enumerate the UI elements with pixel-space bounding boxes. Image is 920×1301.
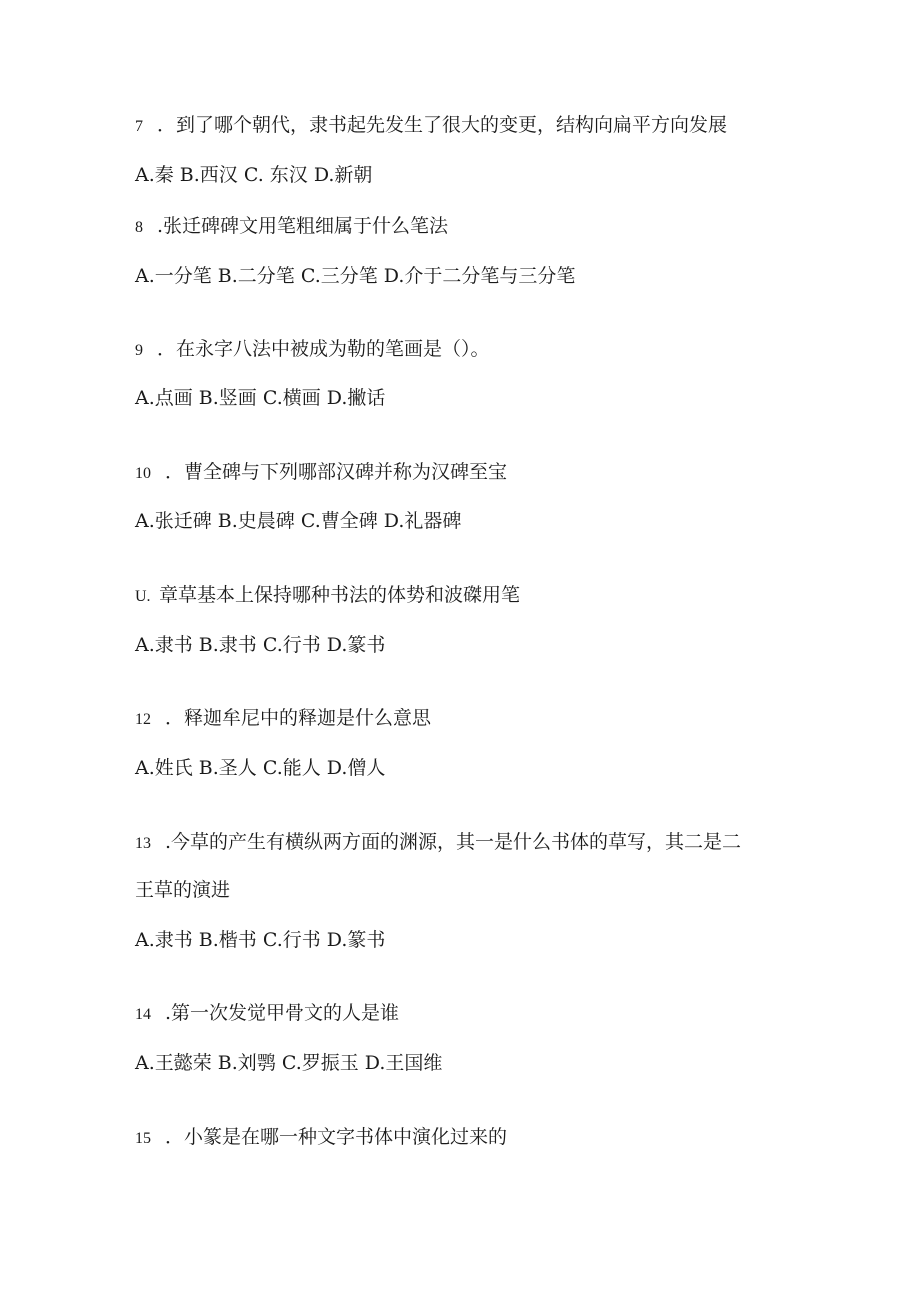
- question-text: ．释迦牟尼中的释迦是什么意思: [165, 707, 432, 729]
- question-text: .第一次发觉甲骨文的人是谁: [165, 1002, 400, 1024]
- question-11: [135, 582, 520, 610]
- question-text: .张迁碑碑文用笔粗细属于什么笔法: [157, 215, 449, 237]
- question-15: [135, 1124, 507, 1152]
- question-number: 13: [135, 835, 151, 852]
- question-12-options: A.姓氏 B.圣人 C.能人 D.僧人: [135, 757, 386, 779]
- question-number: 7: [135, 118, 143, 135]
- question-number: 15: [135, 1130, 151, 1147]
- question-text: ．到了哪个朝代，隶书起先发生了很大的变更，结构向扁平方向发展: [157, 114, 728, 136]
- question-12: [135, 705, 431, 733]
- question-text: .今草的产生有横纵两方面的渊源，其一是什么书体的草写，其二是二: [165, 831, 742, 853]
- question-number: U.: [135, 588, 151, 605]
- question-7: [135, 112, 727, 140]
- question-number: 8: [135, 219, 143, 236]
- question-14-options: A.王懿荣 B.刘鹗 C.罗振玉 D.王国维: [135, 1052, 443, 1074]
- question-14: [135, 1000, 399, 1028]
- question-text: ．曹全碑与下列哪部汉碑并称为汉碑至宝: [165, 461, 508, 483]
- question-10-options: A.张迁碑 B.史晨碑 C.曹全碑 D.礼器碑: [135, 510, 462, 532]
- question-number: 12: [135, 711, 151, 728]
- question-7-options: A.秦 B.西汉 C. 东汉 D.新朝: [135, 164, 373, 186]
- question-8-options: A.一分笔 B.二分笔 C.三分笔 D.介于二分笔与三分笔: [135, 265, 576, 287]
- question-number: 14: [135, 1006, 151, 1023]
- question-13-options: A.隶书 B.楷书 C.行书 D.篆书: [135, 929, 386, 951]
- question-text: 章草基本上保持哪种书法的体势和波磔用笔: [159, 584, 521, 606]
- question-13: [135, 829, 741, 857]
- question-9-options: A.点画 B.竖画 C.横画 D.撇话: [135, 387, 386, 409]
- question-10: [135, 459, 507, 487]
- question-text: ．在永字八法中被成为勒的笔画是（）。: [157, 338, 490, 360]
- question-text: ．小篆是在哪一种文字书体中演化过来的: [165, 1126, 508, 1148]
- question-number: 10: [135, 465, 151, 482]
- question-11-options: A.隶书 B.隶书 C.行书 D.篆书: [135, 634, 386, 656]
- question-number: 9: [135, 342, 143, 359]
- question-13-continuation: 王草的演进: [135, 879, 231, 901]
- question-9: [135, 336, 490, 364]
- question-8: [135, 213, 448, 241]
